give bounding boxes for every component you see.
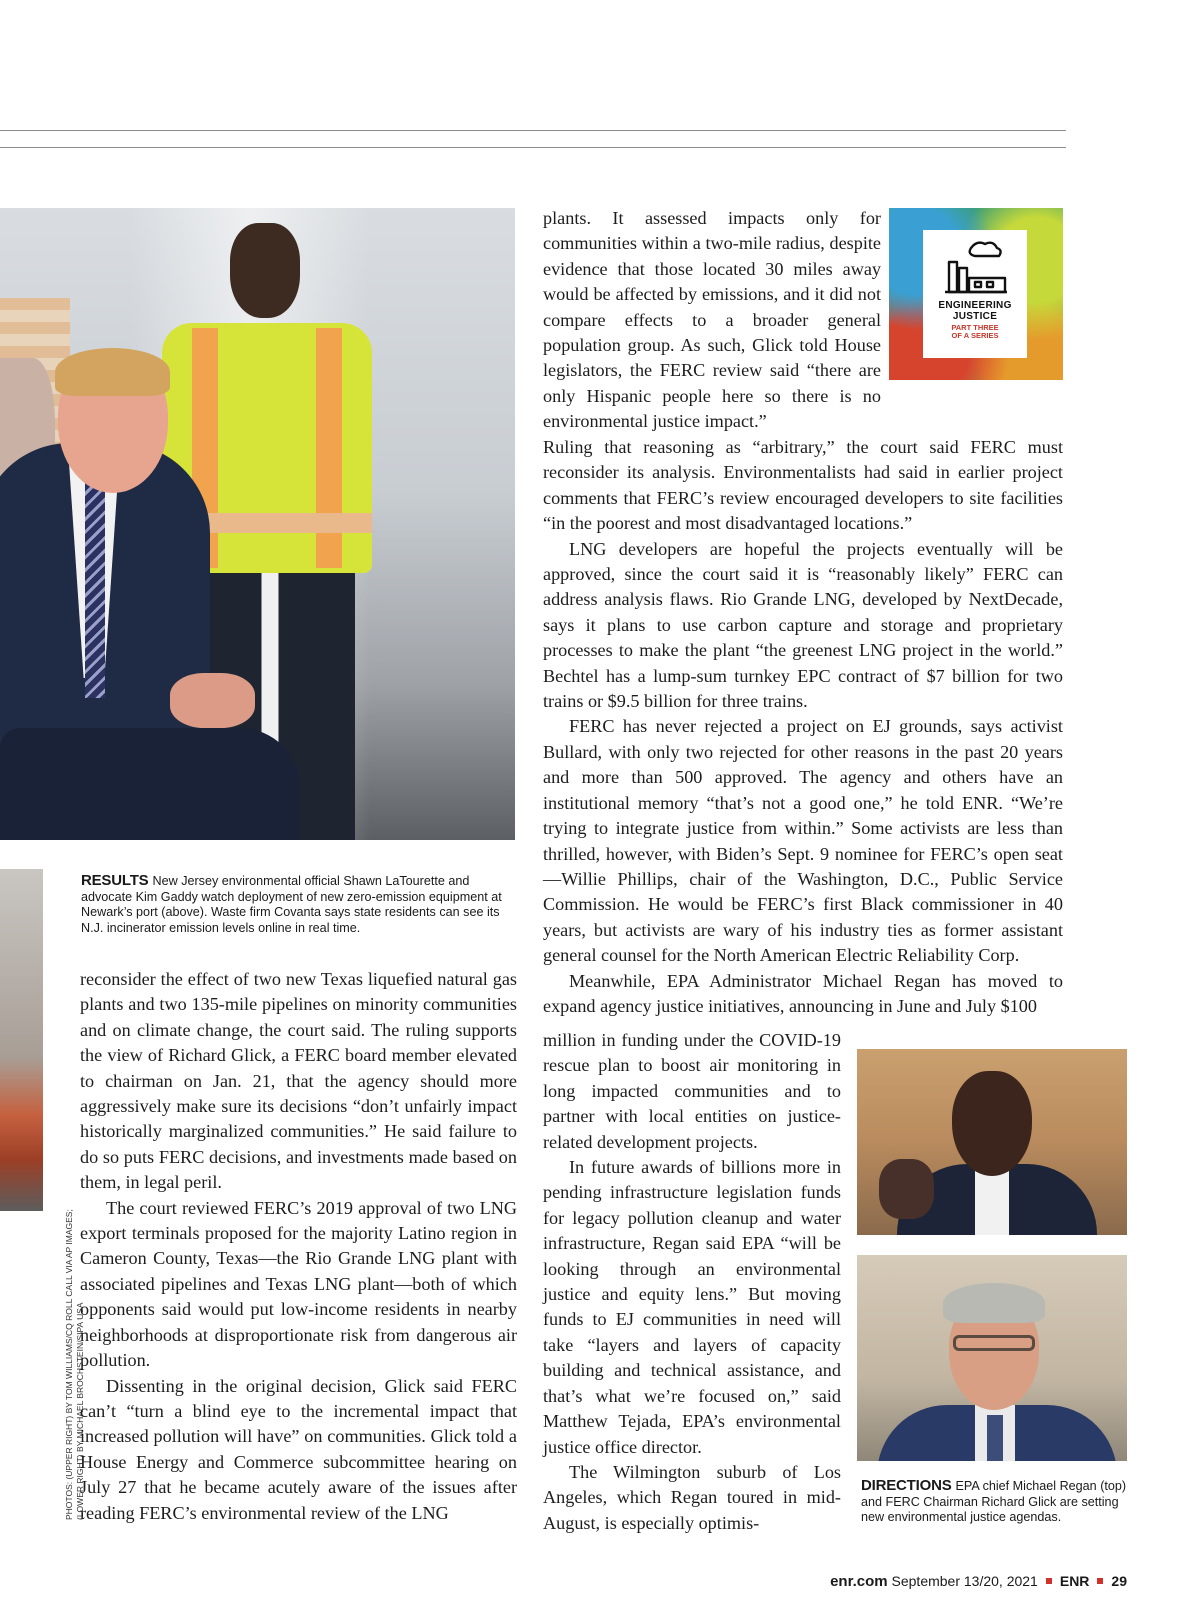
photo-credit-line-1: PHOTOS: (UPPER RIGHT) BY TOM WILLIAMS/CQ ROLL CALL VIA AP IMAGES; [64, 1209, 74, 1520]
page-footer [830, 1573, 1127, 1590]
page-number: 29 [1111, 1573, 1127, 1589]
photo-man-legs [0, 728, 300, 840]
directions-caption-text: EPA chief Michael Regan (top) and FERC Chairman Richard Glick are setting new environmental justice agendas. [861, 1479, 1127, 1524]
article-column-right-bottom [543, 1028, 841, 1536]
header-rule-top [0, 130, 1066, 131]
photo-man-tie [85, 458, 105, 698]
article-paragraph: Ruling that reasoning as “arbitrary,” the court said FERC must reconsider its analysis. Environmentalists had said in earlier project comments that FERC’s review encouraged developers to site facilities “in the poorest and most disadvantaged locations.” [543, 437, 1063, 534]
footer-separator-square [1046, 1578, 1052, 1584]
logo-title-line-1: ENGINEERING [938, 300, 1012, 311]
article-paragraph: The court reviewed FERC’s 2019 approval of two LNG export terminals proposed for the majority Latino region in Cameron County, Texas—the Rio Grande LNG plant with associated pipelines and Texas LNG plant—both of which opponents said would put low-income residents in nearby neighborhoods at disproportionate risk from dangerous air pollution. [80, 1197, 517, 1371]
engineering-justice-series-logo [889, 208, 1063, 380]
header-rule-bottom [0, 147, 1066, 148]
article-paragraph: plants. It assessed impacts only for communities within a two-mile radius, despite evidence that those located 30 miles away would be affected by emissions, and it did not compare effects to a broader general population group. As such, Glick told House legislators, the FERC review said “there are only Hispanic people here so there is no environmental justice impact.” [543, 208, 881, 432]
article-paragraph: million in funding under the COVID-19 rescue plan to boost air monitoring in long impacted communities and to partner with local entities on justice-related development projects. [543, 1030, 841, 1152]
article-paragraph: LNG developers are hopeful the projects eventually will be approved, since the court said it is “reasonably likely” FERC can address analysis flaws. Rio Grande LNG, developed by NextDecade, says it plans to use carbon capture and storage and proprietary processes to make the plant “the greenest LNG project in the world.” Bechtel has a lump-sum turnkey EPC contract of $7 billion for two trains or $9.5 billion for three trains. [543, 538, 1063, 712]
article-paragraph: The Wilmington suburb of Los Angeles, which Regan toured in mid-August, is especially optimis- [543, 1461, 841, 1533]
results-caption [81, 873, 521, 936]
article-column-right-middle [543, 435, 1063, 1019]
incinerator-photo [0, 869, 43, 1211]
footer-separator-square [1097, 1578, 1103, 1584]
factory-icon [941, 238, 1009, 296]
photo-credit-line-2: (LOWER RIGHT) BY MICHAEL BROCHSTEIN/SIPA USA [74, 1302, 85, 1520]
results-caption-kicker: RESULTS [81, 872, 149, 889]
footer-date: September 13/20, 2021 [891, 1573, 1038, 1589]
richard-glick-photo [857, 1255, 1127, 1461]
article-paragraph: Dissenting in the original decision, Glick said FERC can’t “turn a blind eye to the incremental impact that increased pollution will have” on communities. Glick told a House Energy and Commerce subcommittee hearing on July 27 that he became acutely aware of the issues after reading FERC’s environmental review of the LNG [80, 1375, 517, 1523]
article-paragraph: In future awards of billions more in pending infrastructure legislation funds for legacy pollution cleanup and water infrastructure, Regan said EPA “will be looking through an environmental justice and equity lens.” But moving funds to EJ communities in need will take “layers and layers of capacity building and technical assistance, and that’s what we’re focused on,” said Matthew Tejada, EPA’s environmental justice office director. [543, 1157, 841, 1457]
directions-caption [861, 1478, 1131, 1526]
article-column-left [80, 967, 517, 1526]
logo-subtitle-line-2: OF A SERIES [951, 331, 999, 340]
logo-subtitle-line-1: PART THREE [951, 323, 999, 332]
results-caption-text: New Jersey environmental official Shawn LaTourette and advocate Kim Gaddy watch deployment of new zero-emission equipment at Newark’s port (above). Waste firm Covanta says state residents can see its N.J. incinerator emission levels online in real time. [81, 874, 502, 935]
article-column-right-top [543, 206, 881, 435]
article-paragraph: reconsider the effect of two new Texas liquefied natural gas plants and two 135-mile pipelines on minority communities and on climate change, the court said. The ruling supports the view of Richard Glick, a FERC board member elevated to chairman on Jan. 21, that the agency should more aggressively make sure its decisions “don’t unfairly impact historically marginalized communities.” He said failure to do so puts FERC decisions, and investments made based on them, in legal peril. [80, 969, 517, 1193]
michael-regan-photo [857, 1049, 1127, 1235]
photo-worker-head [230, 223, 300, 318]
article-paragraph: Meanwhile, EPA Administrator Michael Regan has moved to expand agency justice initiatives, announcing in June and July $100 [543, 970, 1063, 1016]
directions-caption-kicker: DIRECTIONS [861, 1477, 952, 1494]
footer-magazine: ENR [1059, 1573, 1090, 1589]
photo-man-hands [170, 673, 255, 728]
photo-man-hair [55, 348, 170, 396]
results-photo [0, 208, 515, 840]
article-paragraph: FERC has never rejected a project on EJ grounds, says activist Bullard, with only two rejected for other reasons in the past 20 years and more than 500 approved. The agency and others have an institutional memory “that’s not a good one,” he told ENR. “We’re trying to integrate justice from within.” Some activists are less than thrilled, however, with Biden’s Sept. 9 nominee for FERC’s open seat—Willie Phillips, chair of the Washington, D.C., Public Service Commission. He would be FERC’s first Black commissioner in 40 years, but activists are wary of his industry ties as former assistant general counsel for the North American Electric Reliability Corp. [543, 716, 1063, 966]
footer-site: enr.com [830, 1573, 888, 1590]
logo-title-line-2: JUSTICE [952, 311, 998, 322]
